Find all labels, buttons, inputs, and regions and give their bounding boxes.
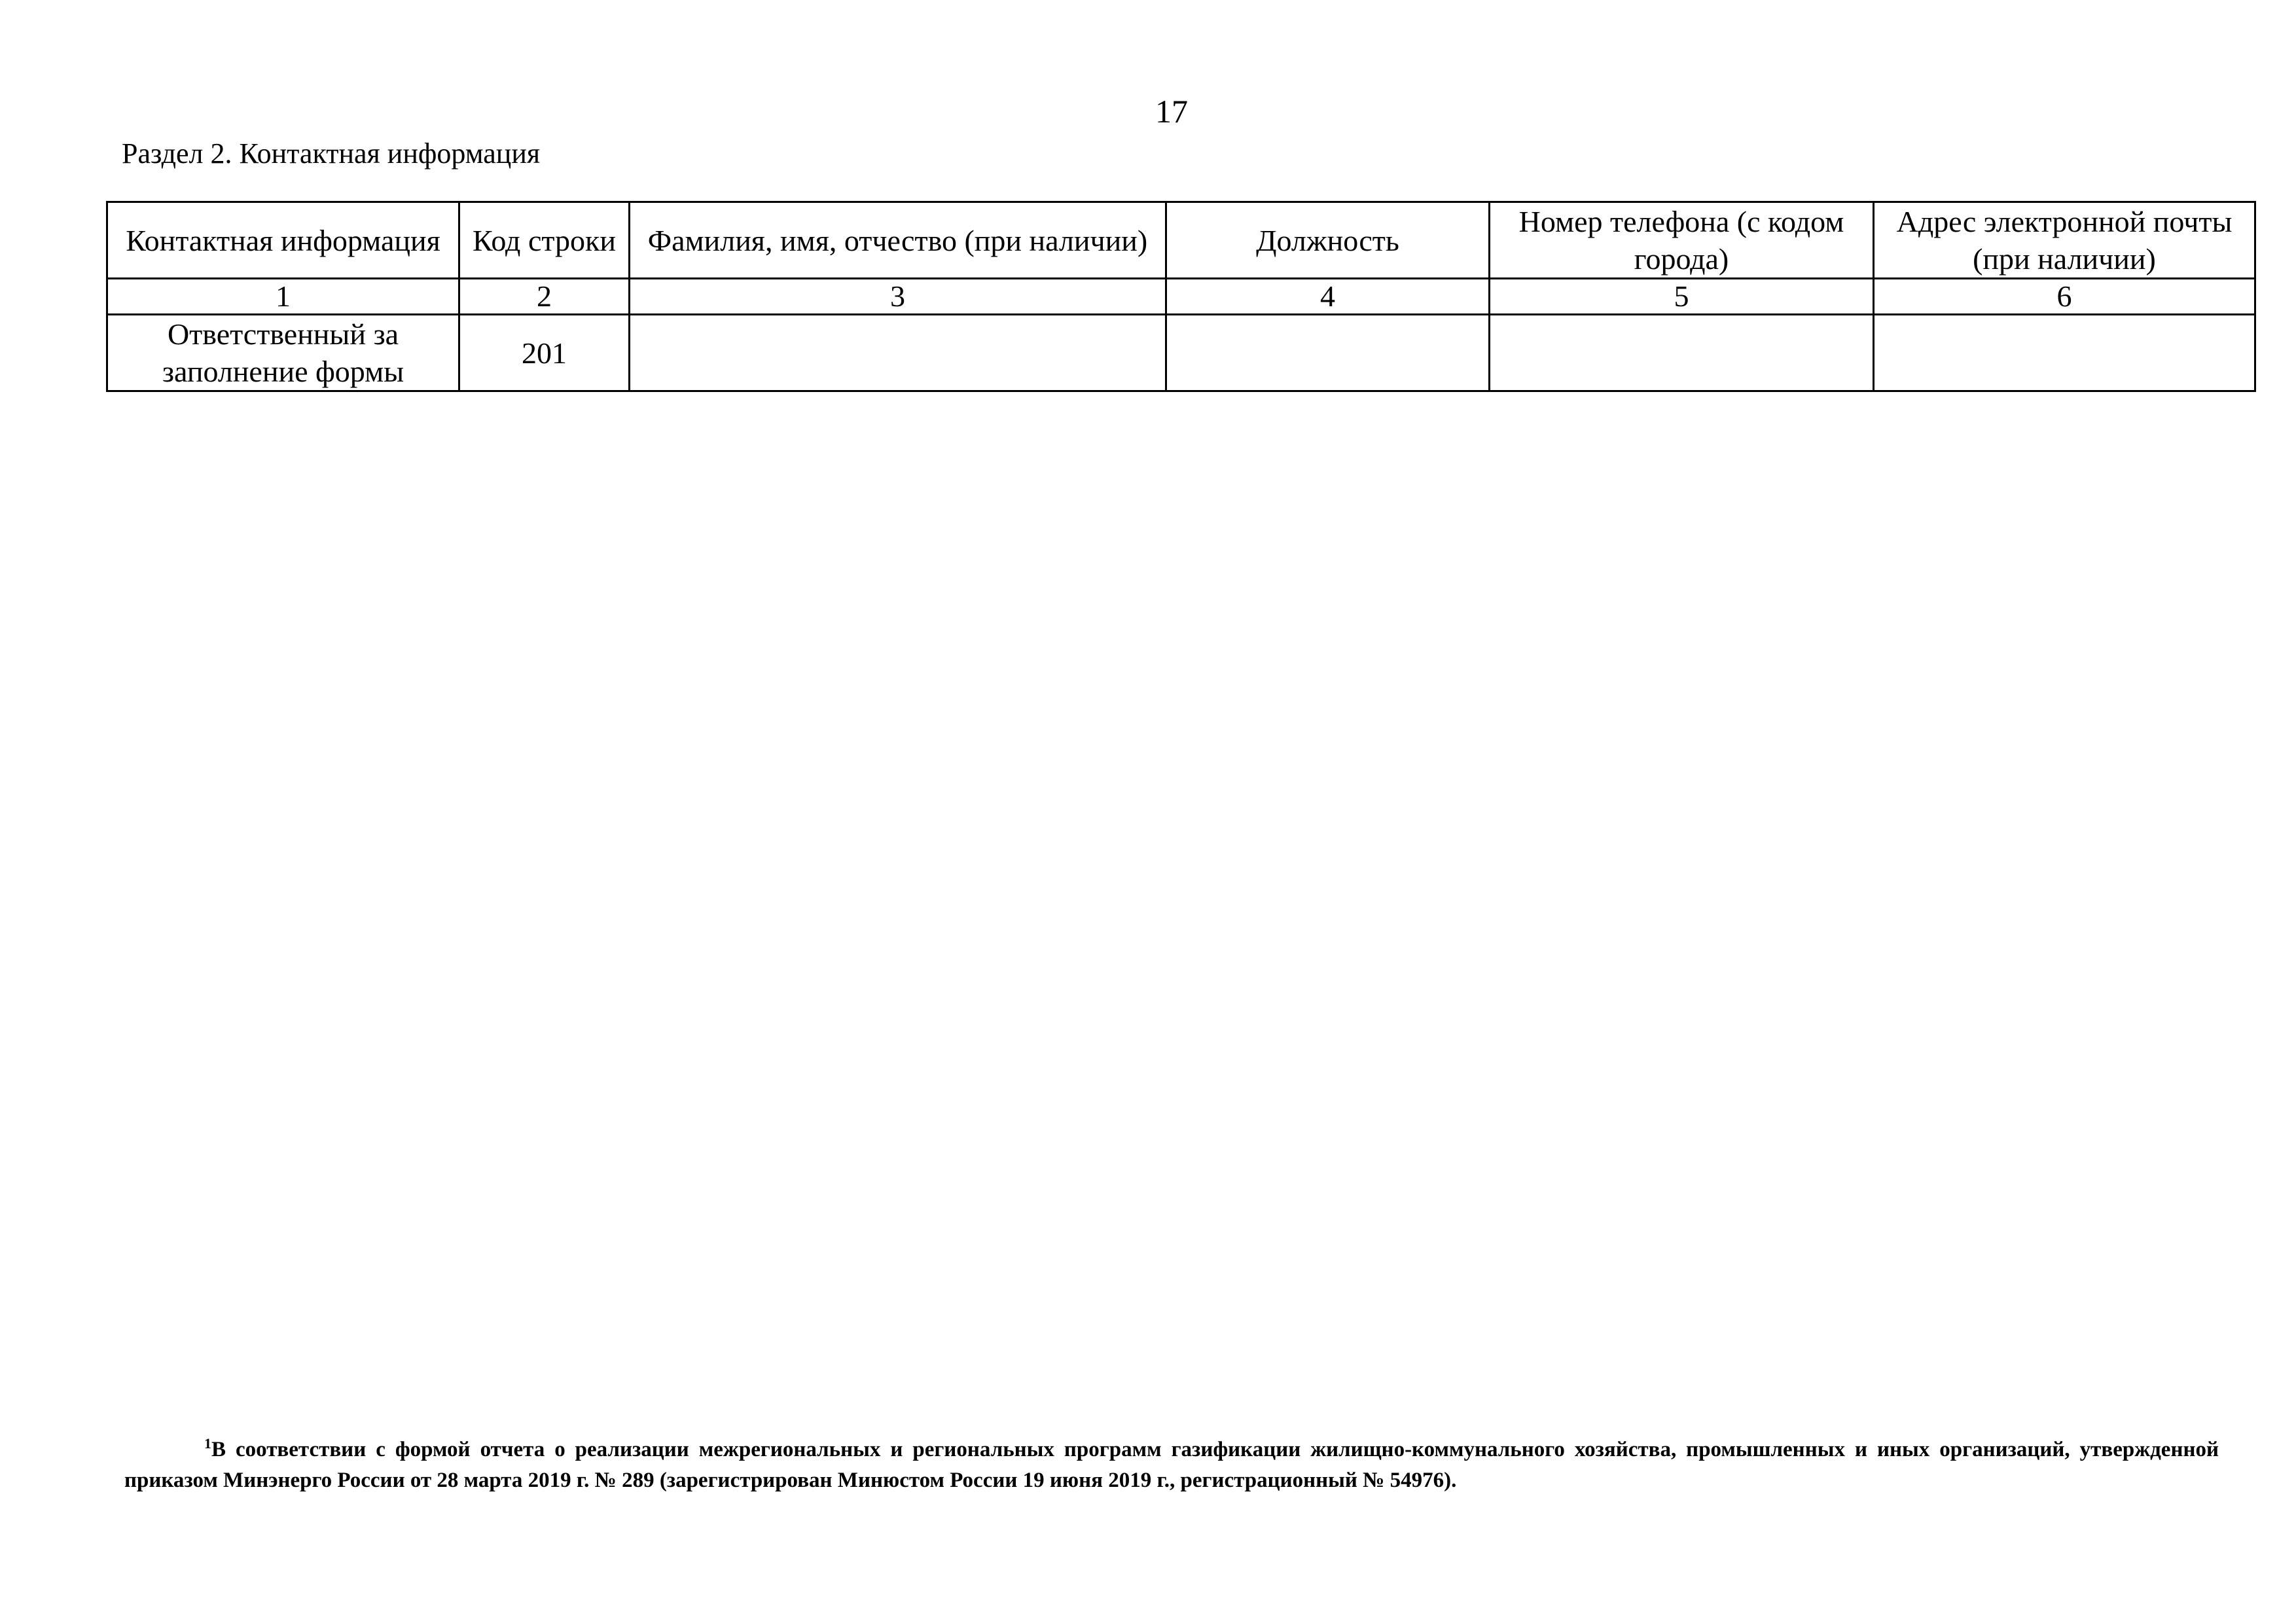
column-number: 4	[1166, 279, 1490, 315]
full-name-cell[interactable]	[630, 315, 1166, 391]
header-position: Должность	[1166, 202, 1490, 279]
header-email: Адрес электронной почты (при наличии)	[1874, 202, 2255, 279]
column-number-row	[107, 279, 2255, 315]
column-number: 6	[1874, 279, 2255, 315]
footnote	[124, 1435, 2219, 1496]
column-number: 2	[459, 279, 630, 315]
row-code: 201	[459, 315, 630, 391]
column-number: 1	[107, 279, 459, 315]
table-row	[107, 315, 2255, 391]
section-title: Раздел 2. Контактная информация	[122, 137, 541, 169]
header-full-name: Фамилия, имя, отчество (при наличии)	[630, 202, 1166, 279]
footnote-marker: 1	[204, 1435, 211, 1452]
contact-info-table	[106, 201, 2256, 392]
footnote-text: В соответствии с формой отчета о реализации межрегиональных и региональных программ газификации жилищно-коммунального хозяйства, промышленных и иных организаций, утвержденной приказом Минэнерго России от 28 марта 2019 г. № 289 (зарегистрирован Минюстом России 19 июня 2019 г., регистрационный № 54976).	[124, 1438, 2219, 1492]
email-cell[interactable]	[1874, 315, 2255, 391]
header-contact-info: Контактная информация	[107, 202, 459, 279]
position-cell[interactable]	[1166, 315, 1490, 391]
row-label: Ответственный за заполнение формы	[107, 315, 459, 391]
header-phone: Номер телефона (с кодом города)	[1490, 202, 1874, 279]
column-number: 5	[1490, 279, 1874, 315]
header-row-code: Код строки	[459, 202, 630, 279]
page-number: 17	[1155, 93, 1188, 130]
table-header-row	[107, 202, 2255, 279]
column-number: 3	[630, 279, 1166, 315]
phone-cell[interactable]	[1490, 315, 1874, 391]
